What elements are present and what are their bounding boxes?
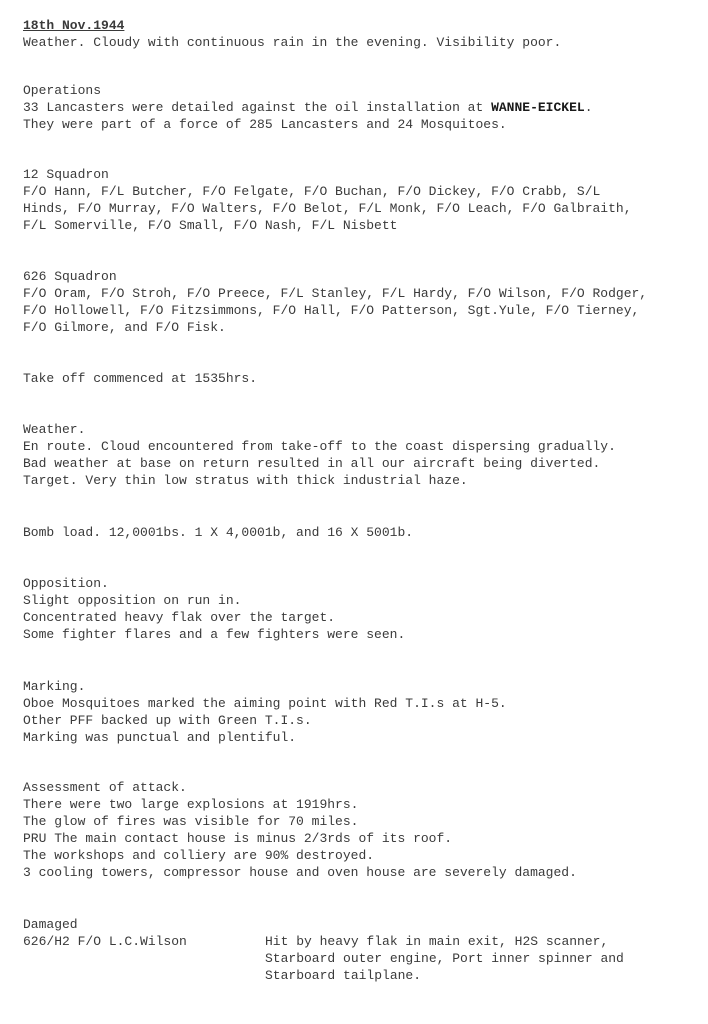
opposition-line: Slight opposition on run in. xyxy=(23,593,242,608)
damaged-description xyxy=(265,933,698,984)
assessment-heading: Assessment of attack. xyxy=(23,780,187,795)
bomb-load-section xyxy=(23,524,698,541)
squadron-12-crew-line: F/O Hann, F/L Butcher, F/O Felgate, F/O Buchan, F/O Dickey, F/O Crabb, S/L xyxy=(23,184,601,199)
marking-line: Other PFF backed up with Green T.I.s. xyxy=(23,713,312,728)
opposition-section xyxy=(23,575,698,643)
marking-heading: Marking. xyxy=(23,679,86,694)
squadron-12-crew-line: Hinds, F/O Murray, F/O Walters, F/O Belot, F/L Monk, F/O Leach, F/O Galbraith, xyxy=(23,201,632,216)
weather-section xyxy=(23,421,698,489)
damage-line: Starboard tailplane. xyxy=(265,968,422,983)
squadron-626-crew-line: F/O Oram, F/O Stroh, F/O Preece, F/L Stanley, F/L Hardy, F/O Wilson, F/O Rodger, xyxy=(23,286,648,301)
operations-heading: Operations xyxy=(23,83,102,98)
assessment-line: 3 cooling towers, compressor house and oven house are severely damaged. xyxy=(23,865,577,880)
opposition-line: Some fighter flares and a few fighters were seen. xyxy=(23,627,406,642)
assessment-line: The glow of fires was visible for 70 miles. xyxy=(23,814,359,829)
entry-date: 18th Nov.1944 xyxy=(23,18,125,33)
assessment-section xyxy=(23,779,698,881)
assessment-line: The workshops and colliery are 90% destroyed. xyxy=(23,848,375,863)
squadron-626-crew-line: F/O Hollowell, F/O Fitzsimmons, F/O Hall, F/O Patterson, Sgt.Yule, F/O Tierney, xyxy=(23,303,640,318)
damaged-aircraft-col xyxy=(23,933,265,984)
weather-line: Target. Very thin low stratus with thick industrial haze. xyxy=(23,473,468,488)
operations-section xyxy=(23,82,698,133)
damaged-aircraft: 626/H2 F/O L.C.Wilson xyxy=(23,934,187,949)
bomb-load: Bomb load. 12,0001bs. 1 X 4,0001b, and 16 X 5001b. xyxy=(23,525,414,540)
opposition-heading: Opposition. xyxy=(23,576,109,591)
squadron-12-crew-line: F/L Somerville, F/O Small, F/O Nash, F/L Nisbett xyxy=(23,218,398,233)
damaged-entry xyxy=(23,933,698,984)
damaged-section xyxy=(23,916,698,984)
marking-section xyxy=(23,678,698,746)
assessment-line: PRU The main contact house is minus 2/3rds of its roof. xyxy=(23,831,453,846)
weather-summary: Weather. Cloudy with continuous rain in the evening. Visibility poor. xyxy=(23,35,562,50)
squadron-12-heading: 12 Squadron xyxy=(23,167,109,182)
opposition-line: Concentrated heavy flak over the target. xyxy=(23,610,336,625)
squadron-12-section xyxy=(23,166,698,234)
weather-heading: Weather. xyxy=(23,422,86,437)
marking-line: Marking was punctual and plentiful. xyxy=(23,730,297,745)
weather-line: Bad weather at base on return resulted in all our aircraft being diverted. xyxy=(23,456,601,471)
operations-line-1 xyxy=(23,99,698,116)
damage-line: Hit by heavy flak in main exit, H2S scanner, xyxy=(265,934,609,949)
damage-line: Starboard outer engine, Port inner spinner and xyxy=(265,951,624,966)
date-section xyxy=(23,17,698,51)
operations-line-1-suffix: . xyxy=(584,100,593,115)
operations-target: WANNE-EICKEL xyxy=(491,100,585,115)
squadron-626-crew-line: F/O Gilmore, and F/O Fisk. xyxy=(23,320,226,335)
squadron-626-heading: 626 Squadron xyxy=(23,269,117,284)
operations-line-2: They were part of a force of 285 Lancasters and 24 Mosquitoes. xyxy=(23,117,507,132)
damaged-heading: Damaged xyxy=(23,917,78,932)
takeoff-section xyxy=(23,370,698,387)
operations-line-1-prefix: 33 Lancasters were detailed against the oil installation at xyxy=(23,100,492,115)
takeoff-time: Take off commenced at 1535hrs. xyxy=(23,371,258,386)
assessment-line: There were two large explosions at 1919hrs. xyxy=(23,797,359,812)
squadron-626-section xyxy=(23,268,698,336)
marking-line: Oboe Mosquitoes marked the aiming point with Red T.I.s at H-5. xyxy=(23,696,507,711)
weather-line: En route. Cloud encountered from take-off to the coast dispersing gradually. xyxy=(23,439,616,454)
